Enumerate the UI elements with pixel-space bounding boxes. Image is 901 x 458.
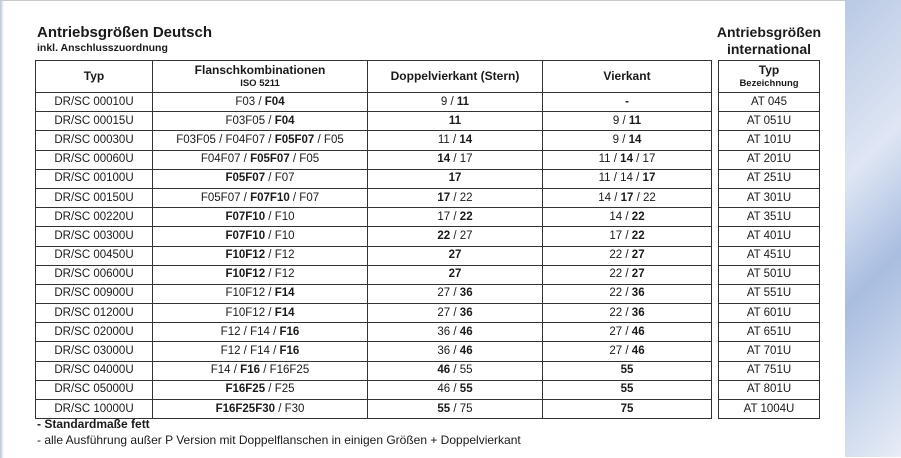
cell-segment: 46 (459, 345, 473, 358)
cell-vierkant (543, 304, 712, 323)
cell-segment: 46 / (437, 383, 460, 396)
cell-int-typ: AT 651U (719, 323, 820, 342)
cell-segment: 46 (437, 364, 451, 377)
int-table-row (719, 323, 820, 342)
int-table-row (719, 150, 820, 169)
table-row (36, 169, 712, 188)
cell-segment: / F10 (265, 229, 295, 242)
cell-doppel (368, 304, 543, 323)
int-table-row (719, 342, 820, 361)
cell-segment: F07F10 (250, 191, 290, 204)
cell-vierkant (543, 246, 712, 265)
cell-segment: / 27 (450, 229, 473, 242)
cell-typ: DR/SC 00220U (36, 208, 153, 227)
cell-flansch (153, 265, 368, 284)
cell-segment: F04 (264, 95, 285, 108)
footnote-bold-standard: - Standardmaße fett (37, 417, 150, 431)
cell-segment: F16 (279, 325, 300, 338)
cell-segment: F07F10 (225, 210, 266, 223)
int-table-row (719, 131, 820, 150)
cell-typ: DR/SC 00300U (36, 227, 153, 246)
cell-typ: DR/SC 03000U (36, 342, 153, 361)
table-row (36, 265, 712, 284)
cell-segment: 17 (642, 172, 656, 185)
cell-segment: F04 (274, 114, 295, 127)
table-row (36, 361, 712, 380)
cell-segment: / 17 (632, 153, 656, 166)
cell-doppel (368, 323, 543, 342)
cell-segment: 17 (448, 172, 462, 185)
cell-segment: / 55 (450, 364, 473, 377)
cell-segment: F12 / F14 / (220, 325, 280, 338)
cell-segment: F14 / (210, 364, 241, 377)
cell-int-typ: AT 1004U (719, 400, 820, 419)
cell-flansch (153, 342, 368, 361)
cell-typ: DR/SC 02000U (36, 323, 153, 342)
cell-segment: F05F07 (225, 172, 266, 185)
cell-doppel (368, 93, 543, 112)
cell-doppel (368, 380, 543, 399)
cell-typ: DR/SC 05000U (36, 380, 153, 399)
cell-segment: F12 / F14 / (220, 345, 280, 358)
cell-segment: 17 (437, 191, 451, 204)
table-row (36, 246, 712, 265)
cell-segment: - (625, 95, 629, 108)
cell-segment: F16 (240, 364, 260, 377)
cell-segment: / 22 (450, 191, 473, 204)
table-row (36, 188, 712, 207)
cell-segment: 55 (437, 402, 451, 415)
cell-typ: DR/SC 10000U (36, 400, 153, 419)
cell-typ: DR/SC 00900U (36, 284, 153, 303)
cell-segment: 14 (437, 153, 451, 166)
cell-segment: F10F12 (225, 249, 266, 262)
cell-segment: 27 / (437, 287, 460, 300)
cell-segment: 36 / (437, 345, 460, 358)
background-decoration (845, 0, 901, 457)
cell-segment: F10F12 / (225, 287, 275, 300)
cell-segment: 27 / (609, 325, 632, 338)
cell-vierkant (543, 265, 712, 284)
cell-segment: 55 (620, 383, 634, 396)
cell-segment: / 22 (633, 191, 656, 204)
cell-segment: 17 (620, 191, 634, 204)
header-flansch (153, 61, 368, 93)
cell-segment: 17 / (437, 210, 460, 223)
int-table-row (719, 304, 820, 323)
cell-flansch (153, 112, 368, 131)
cell-vierkant (543, 380, 712, 399)
int-table-row (719, 112, 820, 131)
int-header-row (719, 61, 820, 93)
cell-segment: 36 (631, 287, 645, 300)
cell-segment: 46 (631, 325, 645, 338)
cell-segment: F05F07 (274, 133, 315, 146)
table-row (36, 284, 712, 303)
cell-flansch (153, 188, 368, 207)
cell-segment: 11 / (598, 153, 621, 166)
cell-segment: 14 (620, 153, 633, 166)
cell-typ: DR/SC 00450U (36, 246, 153, 265)
cell-segment: 11 (628, 114, 642, 127)
cell-typ: DR/SC 00015U (36, 112, 153, 131)
cell-vierkant (543, 93, 712, 112)
cell-vierkant (543, 227, 712, 246)
table-header-row (36, 61, 712, 93)
int-table-row (719, 188, 820, 207)
table-row (36, 208, 712, 227)
cell-segment: 46 (631, 345, 645, 358)
cell-segment: / F10 (265, 210, 295, 223)
cell-typ: DR/SC 00030U (36, 131, 153, 150)
cell-segment: 27 (631, 268, 645, 281)
cell-flansch (153, 208, 368, 227)
cell-doppel (368, 150, 543, 169)
cell-segment: 27 (631, 249, 645, 262)
cell-segment: / F12 (265, 268, 295, 281)
cell-segment: 14 (459, 133, 473, 146)
german-sizes-table (35, 60, 712, 419)
cell-segment: 36 (631, 306, 645, 319)
cell-doppel (368, 284, 543, 303)
cell-segment: F07F10 (225, 229, 266, 242)
cell-segment: / F05 (289, 153, 320, 166)
cell-segment: / F07 (289, 191, 320, 204)
int-table-row (719, 361, 820, 380)
int-table-row (719, 265, 820, 284)
cell-segment: 27 / (609, 345, 632, 358)
cell-segment: F10F12 / (225, 306, 275, 319)
int-table-row (719, 380, 820, 399)
cell-int-typ: AT 401U (719, 227, 820, 246)
cell-int-typ: AT 501U (719, 265, 820, 284)
cell-segment: 9 / (612, 114, 629, 127)
cell-int-typ: AT 551U (719, 284, 820, 303)
cell-segment: F05F07 (250, 153, 290, 166)
table-row (36, 342, 712, 361)
cell-vierkant (543, 323, 712, 342)
cell-flansch (153, 323, 368, 342)
cell-segment: 22 (459, 210, 473, 223)
cell-vierkant (543, 342, 712, 361)
footnotes (37, 416, 521, 448)
cell-segment: 36 / (437, 325, 460, 338)
cell-segment: F04F07 / (200, 153, 251, 166)
int-table-row (719, 284, 820, 303)
cell-segment: F16 (279, 345, 300, 358)
title-german-sizes: Antriebsgrößen Deutsch (37, 24, 213, 41)
cell-segment: F16F25 (225, 383, 266, 396)
table-row (36, 323, 712, 342)
cell-flansch (153, 150, 368, 169)
int-table-row (719, 208, 820, 227)
cell-typ: DR/SC 00010U (36, 93, 153, 112)
header-int-typ-label: Typ (758, 62, 780, 77)
cell-segment: 55 (459, 383, 473, 396)
cell-int-typ: AT 301U (719, 188, 820, 207)
cell-segment: 36 (459, 287, 473, 300)
cell-flansch (153, 246, 368, 265)
cell-segment: 9 / (612, 133, 629, 146)
cell-vierkant (543, 208, 712, 227)
cell-segment: 14 (628, 133, 642, 146)
int-table-row (719, 169, 820, 188)
cell-doppel (368, 112, 543, 131)
cell-segment: 9 / (440, 95, 457, 108)
cell-int-typ: AT 251U (719, 169, 820, 188)
cell-vierkant (543, 112, 712, 131)
cell-doppel (368, 227, 543, 246)
cell-segment: / F30 (275, 402, 305, 415)
cell-doppel (368, 361, 543, 380)
header-flansch-label: Flanschkombinationen (194, 62, 326, 77)
header-int-typ (719, 61, 820, 93)
cell-segment: / F25 (265, 383, 295, 396)
cell-segment: 11 / 14 / (598, 172, 643, 185)
cell-vierkant (543, 188, 712, 207)
cell-segment: F10F12 (225, 268, 266, 281)
cell-segment: 22 (437, 229, 451, 242)
cell-flansch (153, 380, 368, 399)
cell-segment: F03F05 / F04F07 / (176, 133, 275, 146)
cell-int-typ: AT 351U (719, 208, 820, 227)
cell-typ: DR/SC 00150U (36, 188, 153, 207)
cell-doppel (368, 188, 543, 207)
int-table-row (719, 227, 820, 246)
table-row (36, 131, 712, 150)
int-table-row (719, 93, 820, 112)
cell-segment: 27 / (437, 306, 460, 319)
cell-segment: / F07 (265, 172, 295, 185)
cell-int-typ: AT 051U (719, 112, 820, 131)
cell-segment: / F16F25 (260, 364, 310, 377)
header-flansch-sub: ISO 5211 (240, 77, 280, 89)
cell-segment: 22 / (609, 268, 632, 281)
int-table-row (719, 246, 820, 265)
table-row (36, 93, 712, 112)
cell-vierkant (543, 169, 712, 188)
footnote-double-flange: - alle Ausführung außer P Version mit Doppelflanschen in einigen Größen + Doppelvierkant (37, 433, 521, 447)
cell-flansch (153, 284, 368, 303)
cell-segment: / F05 (314, 133, 344, 146)
cell-flansch (153, 361, 368, 380)
cell-doppel (368, 169, 543, 188)
cell-flansch (153, 131, 368, 150)
cell-int-typ: AT 201U (719, 150, 820, 169)
table-row (36, 380, 712, 399)
cell-typ: DR/SC 00060U (36, 150, 153, 169)
cell-segment: 27 (448, 249, 462, 262)
cell-int-typ: AT 701U (719, 342, 820, 361)
cell-segment: 22 / (609, 306, 632, 319)
cell-doppel (368, 131, 543, 150)
cell-segment: F14 (274, 287, 295, 300)
cell-segment: 22 (631, 210, 645, 223)
cell-int-typ: AT 751U (719, 361, 820, 380)
cell-typ: DR/SC 00600U (36, 265, 153, 284)
table-row (36, 112, 712, 131)
header-int-typ-sub: Bezeichnung (739, 77, 799, 89)
cell-segment: F14 (274, 306, 295, 319)
cell-doppel (368, 246, 543, 265)
international-sizes-table (718, 60, 820, 419)
cell-typ: DR/SC 04000U (36, 361, 153, 380)
cell-segment: 11 (456, 95, 470, 108)
title-international-sizes (716, 24, 822, 58)
table-row (36, 304, 712, 323)
cell-int-typ: AT 801U (719, 380, 820, 399)
cell-int-typ: AT 601U (719, 304, 820, 323)
title-international-line1: Antriebsgrößen (716, 24, 822, 40)
cell-int-typ: AT 101U (719, 131, 820, 150)
cell-flansch (153, 93, 368, 112)
cell-vierkant (543, 400, 712, 419)
cell-typ: DR/SC 01200U (36, 304, 153, 323)
cell-doppel (368, 265, 543, 284)
table-row (36, 227, 712, 246)
cell-vierkant (543, 150, 712, 169)
cell-segment: / 17 (450, 153, 473, 166)
cell-segment: F03 / (235, 95, 265, 108)
cell-segment: 36 (459, 306, 473, 319)
cell-vierkant (543, 131, 712, 150)
cell-vierkant (543, 284, 712, 303)
cell-flansch (153, 227, 368, 246)
cell-segment: 27 (448, 268, 462, 281)
int-table-row (719, 400, 820, 419)
cell-segment: 22 / (609, 287, 632, 300)
cell-int-typ: AT 451U (719, 246, 820, 265)
cell-flansch (153, 169, 368, 188)
page-edge (0, 1, 4, 458)
cell-segment: 14 / (598, 191, 621, 204)
cell-segment: 55 (620, 364, 634, 377)
title-international-line2: international (726, 41, 811, 57)
cell-segment: 46 (459, 325, 473, 338)
subtitle-german-sizes: inkl. Anschlusszuordnung (37, 42, 168, 54)
cell-vierkant (543, 361, 712, 380)
cell-segment: F16F25F30 (215, 402, 276, 415)
cell-flansch (153, 304, 368, 323)
cell-segment: 22 (631, 229, 645, 242)
cell-doppel (368, 342, 543, 361)
cell-segment: F05F07 / (200, 191, 251, 204)
cell-doppel (368, 208, 543, 227)
cell-typ: DR/SC 00100U (36, 169, 153, 188)
cell-segment: 75 (620, 402, 634, 415)
cell-segment: 22 / (609, 249, 632, 262)
header-typ: Typ (36, 61, 153, 93)
cell-segment: F03F05 / (225, 114, 275, 127)
cell-segment: 11 (448, 114, 462, 127)
cell-segment: 11 / (437, 133, 460, 146)
header-doppelvierkant: Doppelvierkant (Stern) (368, 61, 543, 93)
cell-segment: 14 / (609, 210, 632, 223)
cell-segment: / 75 (450, 402, 473, 415)
cell-int-typ: AT 045 (719, 93, 820, 112)
cell-segment: 17 / (609, 229, 632, 242)
header-vierkant: Vierkant (543, 61, 712, 93)
cell-segment: / F12 (265, 249, 295, 262)
table-row (36, 150, 712, 169)
